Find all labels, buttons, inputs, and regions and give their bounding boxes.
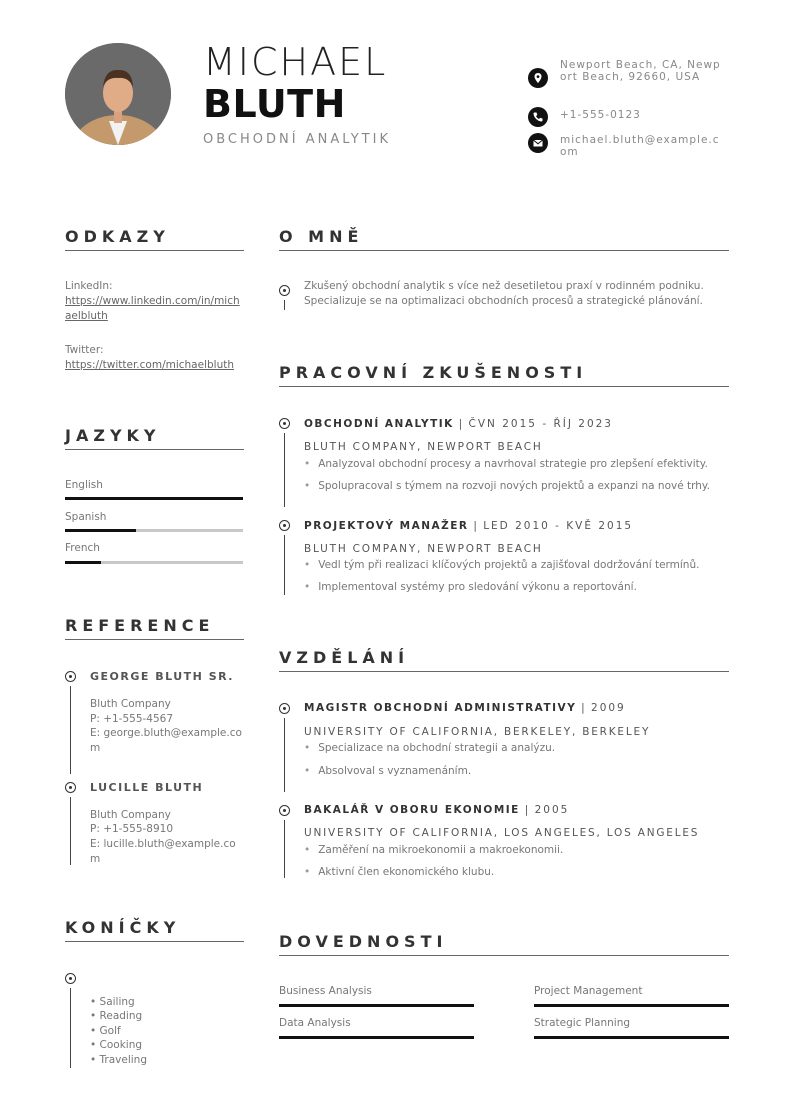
- experience-title: OBCHODNÍ ANALYTIK | ČVN 2015 - ŘÍJ 2023: [304, 418, 613, 430]
- job-bullet: • Analyzoval obchodní procesy a navrhoval strategie pro zlepšení efektivity.: [304, 458, 708, 470]
- reference-company: Bluth Company: [90, 809, 171, 821]
- reference-phone: P: +1-555-4567: [90, 713, 174, 725]
- hobby-item: • Traveling: [90, 1053, 147, 1068]
- experience-rule: [279, 386, 729, 387]
- timeline-line: [284, 535, 285, 595]
- location-pin-icon: [528, 68, 548, 88]
- experience-heading: PRACOVNÍ ZKUŠENOSTI: [279, 363, 588, 382]
- language-name: English: [65, 479, 103, 491]
- reference-phone: P: +1-555-8910: [90, 823, 174, 835]
- about-heading: O MNĚ: [279, 227, 364, 246]
- experience-title: PROJEKTOVÝ MANAŽER | LED 2010 - KVĚ 2015: [304, 520, 634, 532]
- skill-name: Project Management: [534, 985, 643, 997]
- skill-bar: [279, 1004, 474, 1007]
- reference-company: Bluth Company: [90, 698, 171, 710]
- hobby-item: • Reading: [90, 1009, 142, 1024]
- links-rule: [65, 250, 244, 251]
- degree-year: 2005: [534, 804, 570, 816]
- skills-rule: [279, 955, 729, 956]
- profile-photo-image: [65, 43, 171, 145]
- skill-name: Business Analysis: [279, 985, 372, 997]
- linkedin-link[interactable]: https://www.linkedin.com/in/michaelbluth: [65, 295, 240, 322]
- job-role: OBCHODNÍ ANALYTIK: [304, 418, 454, 430]
- hobby-item: • Sailing: [90, 995, 135, 1010]
- language-level-bar: [65, 529, 243, 532]
- job-bullet: • Spolupracoval s týmem na rozvoji nových projektů a expanzi na nové trhy.: [304, 480, 710, 492]
- about-text: Specializuje se na optimalizaci obchodních procesů a strategické plánování.: [304, 295, 703, 307]
- language-level-fill: [65, 561, 101, 564]
- timeline-dot-icon: [279, 703, 290, 714]
- twitter-label: Twitter:: [65, 344, 104, 356]
- education-bullet: • Aktivní člen ekonomického klubu.: [304, 866, 494, 878]
- timeline-dot-icon: [279, 285, 290, 296]
- timeline-line: [284, 820, 285, 878]
- contact-email: michael.bluth@example.com: [560, 134, 720, 158]
- references-rule: [65, 639, 244, 640]
- about-text: Zkušený obchodní analytik s více než desetiletou praxí v rodinném podniku.: [304, 280, 704, 292]
- references-heading: REFERENCE: [65, 616, 215, 635]
- timeline-dot-icon: [65, 782, 76, 793]
- degree-year: 2009: [591, 702, 626, 714]
- language-level-bar: [65, 561, 243, 564]
- job-company: BLUTH COMPANY, NEWPORT BEACH: [304, 543, 543, 555]
- skill-name: Strategic Planning: [534, 1017, 631, 1029]
- degree: BAKALÁŘ V OBORU EKONOMIE: [304, 804, 520, 816]
- language-name: Spanish: [65, 511, 107, 523]
- reference-name: LUCILLE BLUTH: [90, 781, 204, 794]
- timeline-dot-icon: [279, 418, 290, 429]
- skill-bar: [534, 1004, 729, 1007]
- job-bullet: • Vedl tým při realizaci klíčových projektů a zajišťoval dodržování termínů.: [304, 559, 699, 571]
- last-name: BLUTH: [203, 82, 346, 126]
- education-bullet: • Absolvoval s vyznamenáním.: [304, 765, 471, 777]
- timeline-dot-icon: [279, 805, 290, 816]
- reference-name: GEORGE BLUTH SR.: [90, 670, 234, 683]
- timeline-line: [284, 300, 285, 310]
- timeline-dot-icon: [65, 973, 76, 984]
- degree: MAGISTR OBCHODNÍ ADMINISTRATIVY: [304, 702, 577, 714]
- skill-bar: [279, 1036, 474, 1039]
- twitter-link[interactable]: https://twitter.com/michaelbluth: [65, 359, 234, 371]
- education-heading: VZDĚLÁNÍ: [279, 648, 410, 667]
- job-bullet: • Implementoval systémy pro sledování výkonu a reportování.: [304, 581, 637, 593]
- job-date: ČVN 2015 - ŘÍJ 2023: [468, 418, 613, 430]
- timeline-dot-icon: [279, 520, 290, 531]
- job-title: OBCHODNÍ ANALYTIK: [203, 132, 391, 147]
- first-name: MICHAEL: [203, 40, 388, 84]
- phone-icon: [528, 107, 548, 127]
- links-heading: ODKAZY: [65, 227, 170, 246]
- email-icon: [528, 133, 548, 153]
- reference-email: E: george.bluth@example.com: [90, 727, 242, 754]
- reference-email: E: lucille.bluth@example.com: [90, 838, 236, 865]
- language-level-fill: [65, 529, 136, 532]
- job-company: BLUTH COMPANY, NEWPORT BEACH: [304, 441, 543, 453]
- linkedin-label: LinkedIn:: [65, 280, 113, 292]
- school: UNIVERSITY OF CALIFORNIA, LOS ANGELES, LOS ANGELES: [304, 827, 700, 839]
- contact-address: Newport Beach, CA, Newport Beach, 92660, USA: [560, 59, 721, 83]
- timeline-line: [70, 988, 71, 1068]
- language-name: French: [65, 542, 100, 554]
- job-role: PROJEKTOVÝ MANAŽER: [304, 520, 469, 532]
- languages-rule: [65, 449, 244, 450]
- skill-bar: [534, 1036, 729, 1039]
- education-bullet: • Specializace na obchodní strategii a analýzu.: [304, 742, 555, 754]
- job-date: LED 2010 - KVĚ 2015: [483, 520, 634, 532]
- education-title: MAGISTR OBCHODNÍ ADMINISTRATIVY | 2009: [304, 702, 626, 714]
- hobbies-heading: KONÍČKY: [65, 918, 181, 937]
- education-title: BAKALÁŘ V OBORU EKONOMIE | 2005: [304, 804, 570, 816]
- timeline-dot-icon: [65, 671, 76, 682]
- languages-heading: JAZYKY: [65, 426, 161, 445]
- timeline-line: [284, 718, 285, 792]
- contact-phone: +1-555-0123: [560, 109, 641, 121]
- education-rule: [279, 671, 729, 672]
- language-level-fill: [65, 497, 243, 500]
- profile-photo: [65, 43, 171, 145]
- skills-heading: DOVEDNOSTI: [279, 932, 448, 951]
- hobby-item: • Golf: [90, 1024, 121, 1039]
- timeline-line: [70, 686, 71, 774]
- hobby-item: • Cooking: [90, 1038, 142, 1053]
- timeline-line: [284, 433, 285, 507]
- education-bullet: • Zaměření na mikroekonomii a makroekonomii.: [304, 844, 563, 856]
- school: UNIVERSITY OF CALIFORNIA, BERKELEY, BERKELEY: [304, 726, 651, 738]
- timeline-line: [70, 797, 71, 865]
- skill-name: Data Analysis: [279, 1017, 351, 1029]
- hobbies-rule: [65, 941, 244, 942]
- language-level-bar: [65, 497, 243, 500]
- about-rule: [279, 250, 729, 251]
